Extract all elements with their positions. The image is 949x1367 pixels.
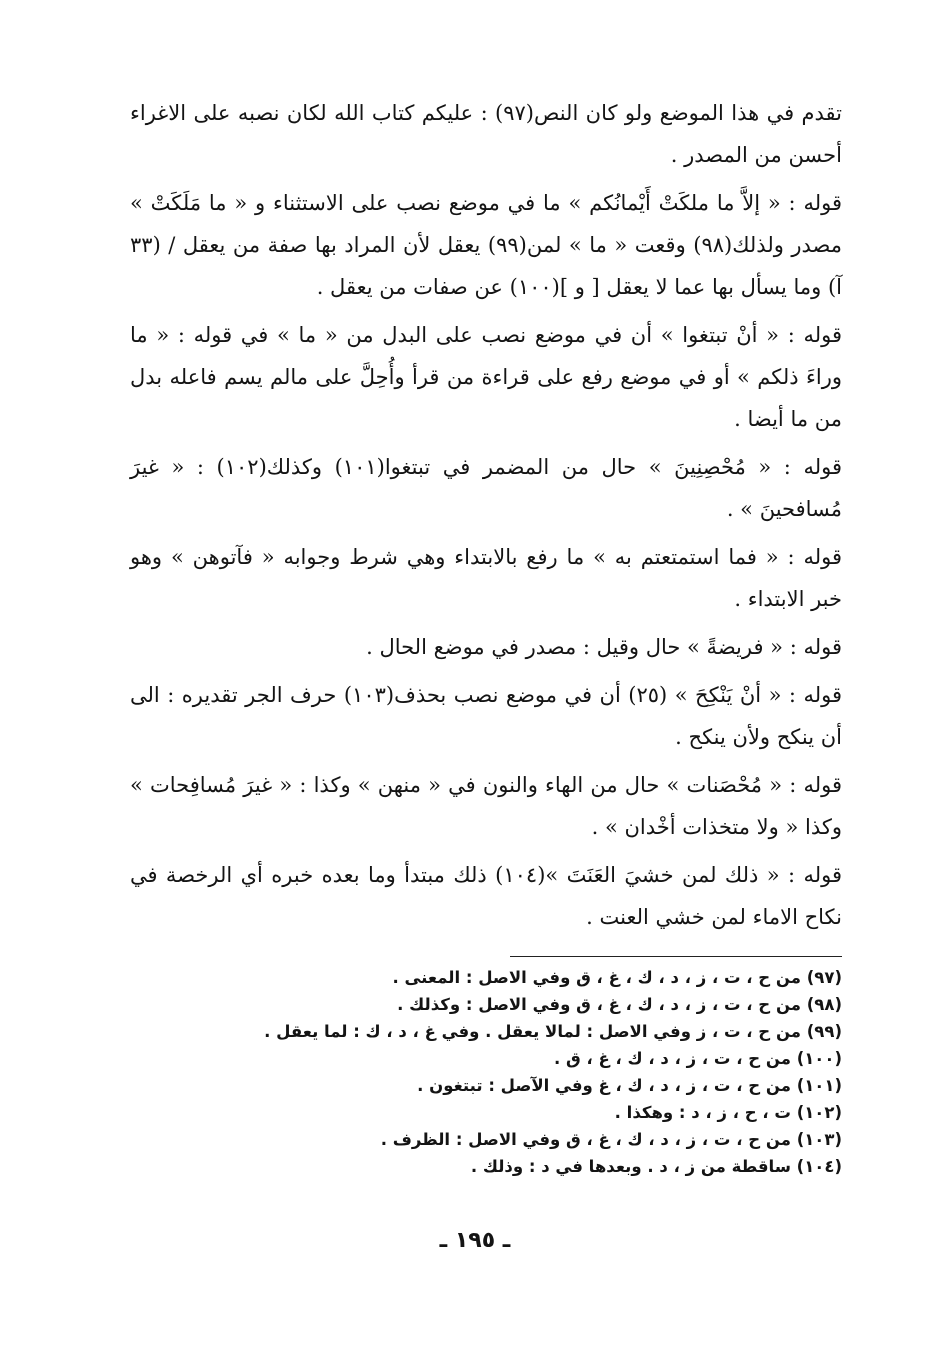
paragraph: قوله : « فما استمتعتم به » ما رفع بالابتداء وهي شرط وجوابه « فآتوهن » وهو خبر الابتداء . [130, 545, 842, 611]
page-number: ـ ١٩٥ ـ [439, 1228, 511, 1253]
paragraph: تقدم في هذا الموضع ولو كان النص(٩٧) : عليكم كتاب الله لكان نصبه على الاغراء أحسن من المصدر . [130, 101, 842, 167]
footnote: (١٠٠) من ح ، ت ، ز ، د ، ك ، غ ، ق . [554, 1049, 842, 1068]
footnote: (١٠٢) ت ، ح ، ز ، د : وهكذا . [614, 1103, 842, 1122]
footnote: (٩٨) من ح ، ت ، ز ، د ، ك ، غ ، ق وفي الاصل : وكذلك . [397, 995, 842, 1014]
paragraph: قوله : « ذلك لمن خشيَ العَنَتَ »(١٠٤) ذلك مبتدأ وما بعده خبره أي الرخصة في نكاح الاماء لمن خشي العنت . [130, 863, 843, 929]
main-text [130, 92, 842, 944]
paragraph: قوله : « مُحْصِنِينَ » حال من المضمر في تبتغوا(١٠١) وكذلك(١٠٢) : « غيرَ مُسافحينَ » . [130, 455, 842, 521]
paragraph: قوله : « فريضةً » حال وقيل : مصدر في موضع الحال . [366, 635, 842, 659]
footnote: (١٠١) من ح ، ت ، ز ، د ، ك ، غ وفي الآصل : تبتغون . [417, 1076, 842, 1095]
paragraph: قوله : « إلاَّ ما ملكَتْ أَيْمانُكم » ما في موضع نصب على الاستثناء و « ما مَلَكَتْ » مصدر ولذلك(٩٨) وقعت « ما » لمن(٩٩) يعقل لأن المراد بها صفة من يعقل / (٣٣ آ) وما يسأل بها عما لا يعقل [ و ](١٠٠) عن صفات من يعقل . [130, 191, 843, 299]
footnote: (١٠٣) من ح ، ت ، ز ، د ، ك ، غ ، ق وفي الاصل : الظرف . [380, 1130, 842, 1149]
paragraph: قوله : « مُحْصَنات » حال من الهاء والنون في « منهن » وكذا : « غيرَ مُسافِحات » وكذا « ولا متخذات أخْدان » . [130, 773, 842, 839]
footnote: (١٠٤) ساقطة من ز ، د . وبعدها في د : وذلك . [470, 1157, 842, 1176]
footnotes [150, 964, 842, 1180]
footnote-divider [510, 956, 842, 957]
paragraph: قوله : « أنْ يَنْكِحَ » (٢٥) أن في موضع نصب بحذف(١٠٣) حرف الجر تقديره : الى أن ينكح ولأن ينكح . [130, 683, 842, 749]
paragraph: قوله : « أنْ تبتغوا » أن في موضع نصب على البدل من « ما » في قوله : « ما وراءَ ذلكم » أو في موضع رفع على قراءة من قرأ وأُحِلَّ على مالم يسم فاعله بدل من ما أيضا . [130, 323, 842, 431]
footnote: (٩٧) من ح ، ت ، ز ، د ، ك ، غ ، ق وفي الاصل : المعنى . [392, 968, 842, 987]
footnote: (٩٩) من ح ، ت ، ز وفي الاصل : لمالا يعقل . وفي غ ، د ، ك : لما يعقل . [264, 1022, 842, 1041]
